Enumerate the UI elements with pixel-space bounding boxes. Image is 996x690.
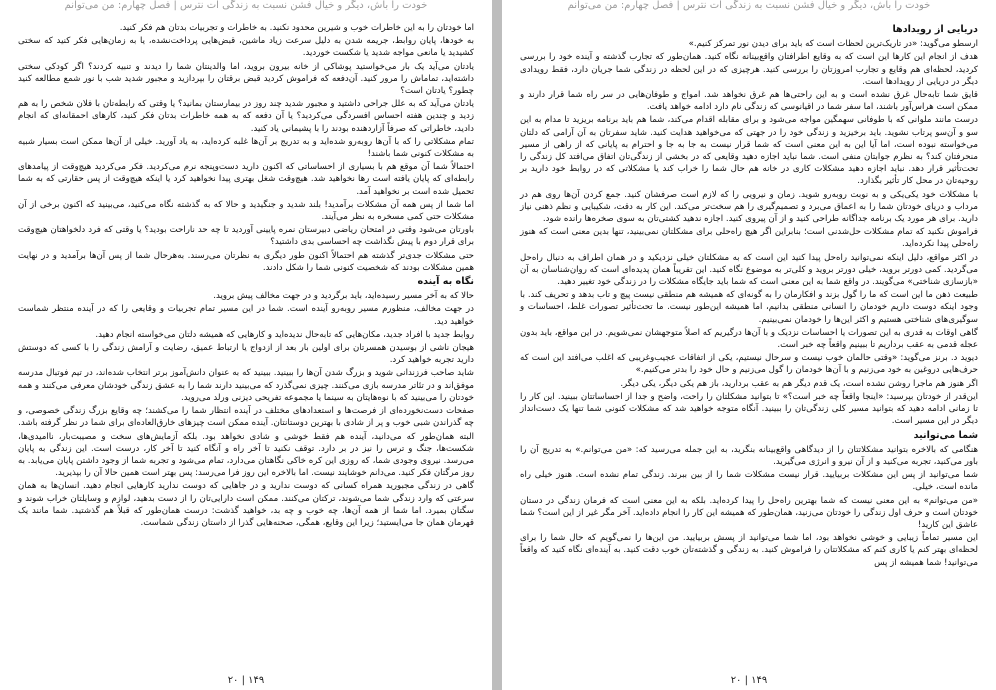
paragraph: به خودها، پایان روابط، جریمه شدن به دلیل سرعت زیاد ماشین، قبض‌هایی پرداخت‌نشده، یا به زمان‌هایی فکر کنید که سختی کشیدید یا مانعی مواجه شدید یا شکست خوردید.	[18, 36, 474, 59]
paragraph: در اکثر مواقع، دلیل اینکه نمی‌توانید راه‌حل پیدا کنید این است که به مشکلتان خیلی نزدیکید و در همان اطراف به دنبال راه‌حل می‌گردید. کمی دورتر بروید، خیلی دورتر بروید و کلی‌تر به موضوع نگاه کنید. این تقریباً همان پدیده‌ای است که روان‌شناسان به آن «بازسازی شناختی» می‌گویند. در واقع شما به این معنی است که شما باید جایگاه مشکلات را در زندگی خود تغییر دهید.	[520, 252, 978, 288]
paragraph: فراموش نکنید که تمام مشکلات حل‌شدنی است؛ بنابراین اگر هیچ راه‌حلی برای مشکلتان نمی‌بینید، تنها بدین معنی است که هنوز راه‌حلی پیدا نکرده‌اید.	[520, 227, 978, 250]
paragraph: با مشکلات خود یکی‌یکی و به نوبت روبه‌رو شوید. زمان و نیرویی را که لازم است صرفشان کنید. جمع کردن آن‌ها روی هم در مرداب و دریای خودتان شما را به اعماق می‌برد و تصمیم‌گیری را هم سخت‌تر می‌کند. این کار به دقت، شکیبایی و نظم ذهنی نیاز دارید. برای هر مورد یک برنامه جداگانه طراحی کنید و از آن پیروی کنید. اجازه ندهید کشتی‌تان به سوی صخره‌ها رانده شود.	[520, 189, 978, 225]
paragraph: البته همان‌طور که می‌دانید، آینده هم فقط خوشی و شادی نخواهد بود. بلکه آزمایش‌های سخت و مصیبت‌بار، ناامیدی‌ها، شکست‌ها، جنگ و ترس را نیز در بر دارد. توقف نکنید تا آخر راه و آنگاه کنید تا آخر کار، درست است. این زندگی به پایان می‌رسد. نیروی وجودی شما، که روزی این کره خاکی نگاهتان می‌دارد، تمام می‌شود و تجربه شما از وجود داشتن پایان می‌یابد. به روز مرگتان فکر کنید. می‌دانم خوشایند نیست. اما بالاخره این روز فرا می‌رسد: پس بهتر است همین حالا آن را بپذیرید.	[18, 431, 474, 479]
page-number: ۱۴۹ | ۲۰	[227, 675, 265, 686]
page-body	[520, 24, 978, 569]
book-gutter	[492, 0, 502, 690]
paragraph: صفحات دست‌نخورده‌ای از فرصت‌ها و استعدادهای مختلف در آینده انتظار شما را می‌کشند؛ چه وقایع بزرگ زندگی خصوصی، و چه گذراندن شبی خوب و پر از شادی با بهترین دوستانتان. آینده ممکن است چیزهای خارق‌العاده‌ای برای شما در نظر گرفته باشد.	[18, 406, 474, 429]
page-body	[18, 22, 474, 529]
paragraph: اما شما از پس همه آن مشکلات برآمدید! بلند شدید و جنگیدید و حالا که به گذشته نگاه می‌کنید، می‌بینید که اکنون برخی از آن مشکلات حتی کمی مسخره به نظر می‌آیند.	[18, 199, 474, 223]
paragraph: حالا که به آخر مسیر رسیده‌اید، باید برگردید و در جهت مخالف پیش بروید.	[213, 291, 474, 302]
paragraph: هنگامی که بالاخره بتوانید مشکلاتتان را از دیدگاهی واقع‌بینانه بنگرید، به این جمله می‌رسید که: «من می‌توانم.» به تدریج آن را باور می‌کنید، تجربه می‌کنید و از آن نیرو و انرژی می‌گیرید.	[520, 444, 978, 467]
paragraph: ارسطو می‌گوید: «در تاریک‌ترین لحظات است که باید برای دیدن نور تمرکز کنیم.»	[688, 39, 978, 50]
paragraph: طبیعت ذهن ما این است که ما را گول بزند و افکارمان را به گونه‌ای که همیشه هم منطقی نیست پیچ و تاب بدهد و تحریف کند. با وجود اینکه دوست داریم خودمان را انسانی منطقی بدانیم، اما همیشه این‌طور نیست. ما تحت‌تأثیر تصورات غلط، احساسات و سوگیری‌های شناختی هستیم و اکثر این‌ها را خودمان نمی‌بینیم.	[520, 290, 978, 325]
paragraph: این مسیر تماماً زیبایی و خوشی نخواهد بود، اما شما می‌توانید از پسش بربیایید. من این‌ها را نمی‌گویم که حال شما را برای لحظه‌ای بهتر کنم یا کاری کنم که مشکلاتتان را فراموش کنید. به زندگی و گذشته‌تان خوب دقت کنید. به آینده‌ای نگاه کنید که واقعاً می‌توانید! شما همیشه از پس	[520, 533, 978, 568]
right-page	[502, 0, 996, 690]
paragraph: اگر هنوز هم ماجرا روشن نشده است، یک قدم دیگر هم به عقب بردارید، باز هم یکی دیگر، یکی دیگر.	[620, 378, 978, 389]
left-page	[0, 0, 492, 690]
page-number: ۱۴۹ | ۲۰	[730, 675, 768, 686]
paragraph: درست مانند ملوانی که با طوفانی سهمگین مواجه می‌شود و برای مقابله اقدام می‌کند، شما هم باید برنامه بریزید تا مدام به این سو و آن‌سو پرتاب نشوید. باید برخیزید و زندگی خود را در جهتی که می‌خواهید هدایت کنید. شاید سفرتان به آن آرامی که دلتان می‌خواسته نبوده است، اما آیا این به این معنی است که شما قرار نیست به جا به جا و احترام به پایانی که از راهی از مسیر منحرفتان کند؟ به نظرم جوابتان منفی است. شما نباید اجازه دهید وقایعی که در بخشی از زندگی‌تان اتفاق می‌افتد کل زندگی را تحت‌تأثیر قرار دهد. نباید اجازه دهید مشکلات کاری در خانه هم حال شما را خراب کند یا مشکلاتی که در روابط خود دارید بر روحیه‌تان در محل کار تأثیر بگذارد.	[520, 115, 978, 187]
paragraph: باورتان می‌شود وقتی در امتحان ریاضی دبیرستان نمره پایینی آوردید تا چه حد ناراحت بودید؟ یا وقتی که فرد دلخواهتان هیچ‌وقت برای قرار دوم با پیش نگذاشت چه احساسی بدی داشتید؟	[18, 225, 474, 248]
paragraph: در جهت مخالف، منظورم مسیر روبه‌رو آینده است. شما در این مسیر تمام تجربیات و وقایعی را که در آینده منتظر شماست خواهید دید.	[18, 304, 474, 327]
section-heading: نگاه به آینده	[417, 276, 474, 288]
running-head: خودت را باش، دیگر و خیال فشن نسبت به زندگی ات نترس | فصل چهارم: من می‌توانم	[64, 0, 428, 11]
paragraph: «من می‌توانم» به این معنی نیست که شما بهترین راه‌حل را پیدا کرده‌اید. بلکه به این معنی است که فرمان زندگی در دستان خودتان است و حرف اول زندگی را خودتان می‌زنید، همان‌طور که همیشه این کار را انجام داده‌اید. آخر مگر غیر از این است؟ شما عاشق این کارید!	[520, 495, 978, 530]
running-head: خودت را باش، دیگر و خیال فشن نسبت به زندگی ات نترس | فصل چهارم: من می‌توانم	[567, 0, 931, 11]
section-heading: دریایی از رویدادها	[892, 24, 978, 35]
paragraph: حتی مشکلات جدی‌تر گذشته هم احتمالاً اکنون طور دیگری به نظرتان می‌رسند. به‌هرحال شما از پس آن‌ها برآمدید و در نهایت همین مشکلات بودند که شخصیت کنونی شما را شکل دادند.	[18, 250, 474, 273]
paragraph: احتمالاً شما آن موقع هم با بسیاری از احساساتی که اکنون دارید دست‌وپنجه نرم می‌کردید. فکر می‌کردید هیچ‌وقت از پیامدهای رابطه‌ای که پایان یافته است رها نخواهید شد. هیچ‌وقت شغل بهتری پیدا نخواهید کرد یا اینکه هیچ‌وقت از پس حقارتی که به شما تحمیل شده است بر نخواهید آمد.	[18, 162, 474, 197]
paragraph: یادتان می‌آید یک بار می‌خواستید پوشاکی از خانه بیرون بروید، اما والدینتان شما را دیدند و تنبیه کردند؟ اگر کودکی سختی داشته‌اید، تماماش را مرور کنید. آن‌دفعه که فراموش کردید قبض برقتان را بپردازید و مجبور شدید شب با نور شمع مطالعه کنید چطور؟ یادتان است؟	[18, 61, 474, 97]
paragraph: دیوید د. برنز می‌گوید: «وقتی حالمان خوب نیست و سرحال نیستیم، یکی از اتفاقات عجیب‌وغریبی که اغلب می‌افتد این است که حرف‌هایی دروغین به خود می‌زنیم و با آن‌ها خودمان را گول می‌زنیم و حال خود را بدتر می‌کنیم.»	[520, 353, 978, 376]
paragraph: روابط جدید با افراد جدید، مکان‌هایی که تابه‌حال ندیده‌اید و کارهایی که همیشه دلتان می‌خواسته انجام دهید.	[95, 329, 474, 340]
paragraph: گاهی در زندگی مجبورید همراه کسانی که دوست ندارید و در جاهایی که دوست ندارید کارهایی انجام دهید. انسان‌ها به همان سرعتی که وارد زندگی شما می‌شوند، ترکتان می‌کنند. ممکن است دارایی‌تان را از دست بدهید، لوازم و وسایلتان خراب شوند و سگتان بمیرد. اما شما از همه آن‌ها، چه خوب و چه بد، خواهید گذشت: درست همان‌طور که قبلاً هم گذشتید. شما مانند یک قهرمان همان جا می‌ایستید؛ زیرا این وقایع، همگی، صحنه‌هایی گذرا از داستان زندگی شماست.	[18, 481, 474, 528]
paragraph: گاهی اوقات به قدری به این تصورات یا احساسات نزدیک و با آن‌ها درگیریم که اصلاً متوجهشان نمی‌شویم. در این مواقع، باید بدون عجله قدمی به عقب برداریم تا ببینیم واقعاً چه خبر است.	[520, 327, 978, 351]
paragraph: یادتان می‌آید که به علل جراحی داشتید و مجبور شدید چند روز در بیمارستان بمانید؟ یا وقتی که رابطه‌تان با فلان شخص را به هم زدید و چندین هفته احساس افسردگی می‌کردید؟ یا آن دفعه که به همه خاطرات بدتان فکر کنید، کارهای احمقانه‌ای که انجام دادید، خاطراتی که صرفاً آزاردهنده بودند را با پشیمانی یاد کنید.	[18, 99, 474, 134]
section-heading: شما می‌توانید	[913, 429, 978, 441]
paragraph: هدف از انجام این کارها این است که به وقایع اطرافتان واقع‌بینانه نگاه کنید. همان‌طور که تجارب گذشته و آینده خود را بررسی کردید، لحظه‌ای هم وقایع و تجارب امروزتان را بررسی کنید. هرچیزی که در این لحظه در زندگی شما جریان دارد، فقط رویدادی دیگر در دریایی از رویدادها است.	[520, 52, 978, 87]
paragraph: تمام مشکلاتی را که با آن‌ها روبه‌رو شده‌اید و به تدریج بر آن‌ها غلبه کرده‌اید، به یاد آورید. خیلی از آن‌ها ممکن است بسیار شبیه به مشکلات کنونی شما باشند!	[18, 136, 474, 160]
paragraph: این‌قدر از خودتان بپرسید: «اینجا واقعاً چه خبر است؟» تا بتوانید مشکلتان را راحت، واضح و جدا از احساساتتان ببینید. این کار را تا زمانی ادامه دهید که بتوانید مسیر کلی زندگی‌تان را ببینید. آنگاه متوجه خواهید شد که مشکلات کنونی شما تنها یک دست‌انداز دیگر در این مسیر است.	[520, 391, 978, 427]
paragraph: شاید صاحب فرزندانی شوید و بزرگ شدن آن‌ها را ببینید. ببینید که به عنوان دانش‌آموز برتر انتخاب شده‌اند، در تیم فوتبال مدرسه موفق‌اند و در تئاتر مدرسه بازی می‌کنند. چیزی نمی‌گذرد که می‌بینید دارند شما را به عشق زندگی خودشان معرفی می‌کنند و همه خودتان را می‌بینید که با نوه‌هایتان به سینما یا مجموعه تفریحی دیزنی ورلد می‌روید.	[18, 368, 474, 403]
paragraph: هیجان ناشی از بوسیدن همسرتان برای اولین بار بعد از ازدواج یا ارتباط عمیق، رضایت و آرامش زندگی را با کسی که دوستش دارید تجربه خواهید کرد.	[18, 343, 474, 366]
paragraph: قایق شما تابه‌حال غرق نشده است و به این راحتی‌ها هم غرق نخواهد شد. امواج و طوفان‌هایی در سر راه شما قرار دارند و ممکن است هراس‌آور باشند، اما سفر شما در اقیانوسی که زندگی نام دارد ادامه خواهد یافت.	[520, 90, 978, 113]
paragraph: شما می‌توانید از پس این مشکلات بربیایید. قرار نیست مشکلات شما را از بین ببرند. زندگی تمام نشده است. هنوز خیلی راه مانده است، خیلی.	[520, 470, 978, 493]
paragraph: اما خودتان را به این خاطرات خوب و شیرین محدود نکنید. به خاطرات و تجربیات بدتان هم فکر کنید.	[119, 23, 474, 33]
